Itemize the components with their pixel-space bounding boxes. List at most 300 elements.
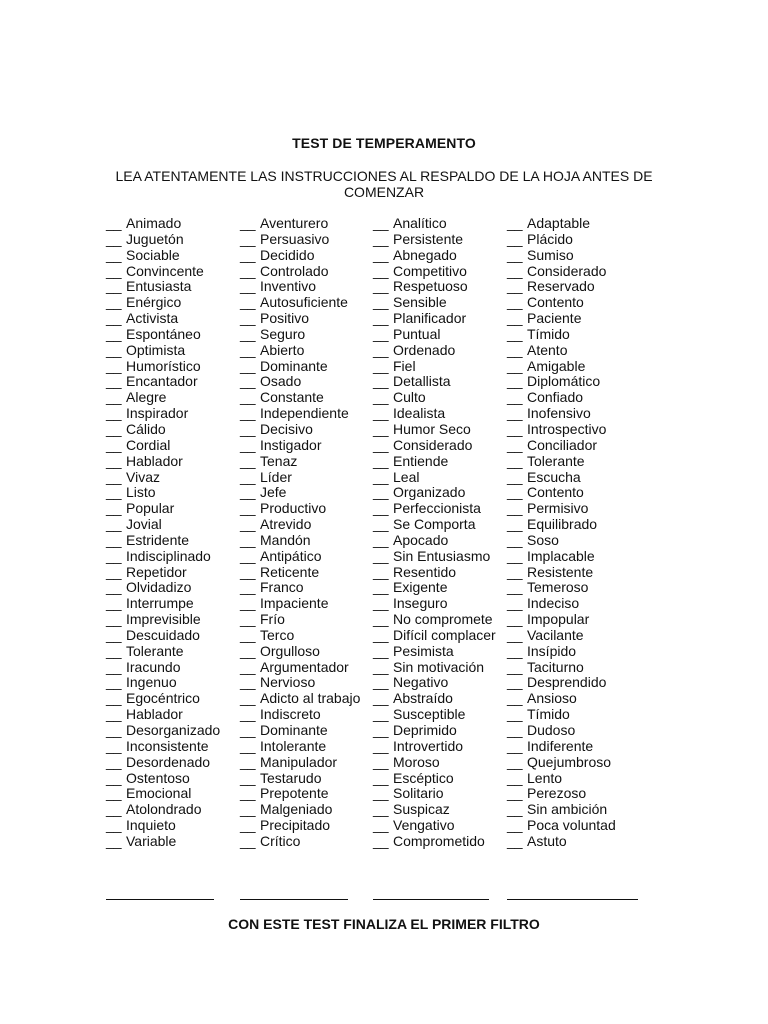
trait-label: Franco [260,579,304,596]
check-blank[interactable]: __ [373,579,389,596]
check-blank[interactable]: __ [373,262,389,279]
check-blank[interactable]: __ [373,246,389,263]
check-blank[interactable]: __ [106,642,122,659]
trait-item [507,802,616,818]
trait-label: Indisciplinado [126,547,211,564]
check-blank[interactable]: __ [373,690,389,707]
check-blank[interactable]: __ [373,611,389,628]
check-blank[interactable]: __ [240,579,256,596]
check-blank[interactable]: __ [507,262,523,279]
check-blank[interactable]: __ [507,658,523,675]
trait-label: Inofensivo [527,405,591,422]
trait-item [106,438,220,454]
trait-item [507,691,616,707]
check-blank[interactable]: __ [507,484,523,501]
check-blank[interactable]: __ [507,389,523,406]
check-blank[interactable]: __ [240,753,256,770]
trait-item [507,501,616,517]
trait-label: Nervioso [260,674,316,691]
check-blank[interactable]: __ [507,516,523,533]
check-blank[interactable]: __ [240,452,256,469]
trait-label: Temeroso [527,579,589,596]
trait-label: Osado [260,373,302,390]
check-blank[interactable]: __ [106,468,122,485]
trait-item [106,739,220,755]
trait-label: Hablador [126,706,183,723]
trait-label: Interrumpe [126,595,194,612]
check-blank[interactable]: __ [373,674,389,691]
trait-label: Optimista [126,341,186,358]
check-blank[interactable]: __ [373,452,389,469]
check-blank[interactable]: __ [373,357,389,374]
check-blank[interactable]: __ [373,801,389,818]
trait-label: Desordenado [126,753,211,770]
trait-item [373,771,496,787]
check-blank[interactable]: __ [106,325,122,342]
trait-item [373,533,496,549]
check-blank[interactable]: __ [240,215,256,231]
check-blank[interactable]: __ [373,468,389,485]
check-blank[interactable]: __ [240,817,256,834]
check-blank[interactable]: __ [507,341,523,358]
check-blank[interactable]: __ [106,278,122,295]
check-blank[interactable]: __ [240,706,256,723]
check-blank[interactable]: __ [240,563,256,580]
check-blank[interactable]: __ [106,547,122,564]
check-blank[interactable]: __ [373,294,389,311]
trait-item [507,517,616,533]
trait-item [106,343,220,359]
trait-label: Espontáneo [126,325,201,342]
trait-label: Líder [260,468,292,485]
trait-item [373,406,496,422]
score-line-1[interactable] [106,899,214,900]
check-blank[interactable]: __ [507,215,523,231]
check-blank[interactable]: __ [373,832,389,849]
check-blank[interactable]: __ [373,484,389,501]
check-blank[interactable]: __ [106,753,122,770]
trait-label: Testarudo [260,769,322,786]
trait-label: Paciente [527,310,582,327]
check-blank[interactable]: __ [106,611,122,628]
check-blank[interactable]: __ [240,357,256,374]
trait-label: Animado [126,215,182,231]
check-blank[interactable]: __ [373,753,389,770]
trait-item [507,834,616,850]
check-blank[interactable]: __ [373,278,389,295]
trait-item [240,422,360,438]
check-blank[interactable]: __ [373,642,389,659]
trait-label: Organizado [393,484,466,501]
trait-label: Tímido [527,706,570,723]
check-blank[interactable]: __ [240,547,256,564]
trait-item [507,216,616,232]
check-blank[interactable]: __ [106,420,122,437]
footer-note: CON ESTE TEST FINALIZA EL PRIMER FILTRO [228,916,540,932]
trait-item [373,802,496,818]
check-blank[interactable]: __ [240,642,256,659]
check-blank[interactable]: __ [106,674,122,691]
trait-item [106,818,220,834]
trait-item [373,343,496,359]
check-blank[interactable]: __ [240,373,256,390]
check-blank[interactable]: __ [507,674,523,691]
check-blank[interactable]: __ [373,547,389,564]
trait-item [106,485,220,501]
check-blank[interactable]: __ [106,500,122,517]
trait-item [240,374,360,390]
trait-item [507,311,616,327]
trait-item [106,295,220,311]
check-blank[interactable]: __ [106,563,122,580]
check-blank[interactable]: __ [373,215,389,231]
check-blank[interactable]: __ [106,215,122,231]
trait-label: Jovial [126,516,162,533]
check-blank[interactable]: __ [106,579,122,596]
check-blank[interactable]: __ [507,801,523,818]
check-blank[interactable]: __ [240,801,256,818]
check-blank[interactable]: __ [240,420,256,437]
check-blank[interactable]: __ [373,563,389,580]
trait-label: Dominante [260,722,328,738]
check-blank[interactable]: __ [507,579,523,596]
trait-label: Respetuoso [393,278,468,295]
check-blank[interactable]: __ [373,785,389,802]
check-blank[interactable]: __ [240,405,256,422]
trait-item [507,485,616,501]
trait-label: Decidido [260,246,315,263]
check-blank[interactable]: __ [240,389,256,406]
trait-label: Inseguro [393,595,448,612]
check-blank[interactable]: __ [106,310,122,327]
trait-item [507,675,616,691]
trait-item [507,390,616,406]
trait-item [507,644,616,660]
check-blank[interactable]: __ [373,405,389,422]
trait-label: Conciliador [527,436,598,453]
trait-item [106,454,220,470]
trait-item [507,406,616,422]
check-blank[interactable]: __ [106,357,122,374]
check-blank[interactable]: __ [106,516,122,533]
check-blank[interactable]: __ [373,706,389,723]
instructions-text: LEA ATENTAMENTE LAS INSTRUCCIONES AL RESPALDO DE LA HOJA ANTES DE COMENZAR [115,168,653,200]
check-blank[interactable]: __ [507,737,523,754]
trait-label: Argumentador [260,658,349,675]
trait-item [240,311,360,327]
check-blank[interactable]: __ [106,230,122,247]
check-blank[interactable]: __ [240,436,256,453]
check-blank[interactable]: __ [240,278,256,295]
trait-label: Introvertido [393,737,464,754]
trait-label: Decisivo [260,420,313,437]
trait-item [507,786,616,802]
trait-label: Reticente [260,563,320,580]
trait-label: Atolondrado [126,801,202,818]
trait-item [507,438,616,454]
trait-label: Impopular [527,611,590,628]
trait-label: Orgulloso [260,642,320,659]
trait-item [373,691,496,707]
check-blank[interactable]: __ [373,737,389,754]
trait-item [507,818,616,834]
trait-item [373,438,496,454]
trait-label: Perezoso [527,785,587,802]
trait-item [240,612,360,628]
check-blank[interactable]: __ [240,785,256,802]
check-blank[interactable]: __ [106,722,122,738]
check-blank[interactable]: __ [240,262,256,279]
check-blank[interactable]: __ [507,595,523,612]
check-blank[interactable]: __ [106,832,122,849]
check-blank[interactable]: __ [373,516,389,533]
trait-label: Tenaz [260,452,298,469]
check-blank[interactable]: __ [240,246,256,263]
check-blank[interactable]: __ [106,690,122,707]
trait-item [373,707,496,723]
check-blank[interactable]: __ [373,817,389,834]
check-blank[interactable]: __ [106,595,122,612]
check-blank[interactable]: __ [373,373,389,390]
check-blank[interactable]: __ [507,468,523,485]
check-blank[interactable]: __ [240,516,256,533]
trait-item [240,723,360,739]
check-blank[interactable]: __ [373,230,389,247]
trait-label: Poca voluntad [527,817,616,834]
check-blank[interactable]: __ [507,294,523,311]
trait-label: Olvidadizo [126,579,192,596]
check-blank[interactable]: __ [373,531,389,548]
trait-label: Contento [527,294,584,311]
trait-label: Autosuficiente [260,294,348,311]
check-blank[interactable]: __ [507,278,523,295]
check-blank[interactable]: __ [106,737,122,754]
check-blank[interactable]: __ [507,753,523,770]
check-blank[interactable]: __ [240,500,256,517]
check-blank[interactable]: __ [373,769,389,786]
trait-label: Independiente [260,405,349,422]
trait-item [106,802,220,818]
trait-label: Dominante [260,357,328,374]
trait-label: Equilibrado [527,516,598,533]
trait-label: Listo [126,484,156,501]
trait-label: Fiel [393,357,416,374]
trait-item [106,406,220,422]
trait-item [106,644,220,660]
check-blank[interactable]: __ [507,690,523,707]
trait-label: Amigable [527,357,586,374]
trait-item [240,660,360,676]
check-blank[interactable]: __ [507,785,523,802]
check-blank[interactable]: __ [507,817,523,834]
check-blank[interactable]: __ [240,484,256,501]
check-blank[interactable]: __ [373,595,389,612]
trait-item [507,549,616,565]
trait-label: Juguetón [126,230,184,247]
trait-item [373,834,496,850]
check-blank[interactable]: __ [240,769,256,786]
check-blank[interactable]: __ [106,531,122,548]
check-blank[interactable]: __ [373,436,389,453]
check-blank[interactable]: __ [507,563,523,580]
trait-column-3 [373,216,496,850]
trait-label: Considerado [393,436,473,453]
check-blank[interactable]: __ [106,341,122,358]
score-line-4[interactable] [507,899,638,900]
check-blank[interactable]: __ [240,468,256,485]
page-title: TEST DE TEMPERAMENTO [292,135,476,151]
trait-label: Idealista [393,405,446,422]
trait-item [106,264,220,280]
check-blank[interactable]: __ [240,690,256,707]
check-blank[interactable]: __ [240,230,256,247]
check-blank[interactable]: __ [373,389,389,406]
trait-label: Susceptible [393,706,466,723]
check-blank[interactable]: __ [507,832,523,849]
check-blank[interactable]: __ [106,817,122,834]
trait-label: Atrevido [260,516,312,533]
trait-label: Taciturno [527,658,584,675]
check-blank[interactable]: __ [373,310,389,327]
trait-item [507,612,616,628]
check-blank[interactable]: __ [373,626,389,643]
trait-item [106,501,220,517]
trait-label: Competitivo [393,262,467,279]
trait-label: Quejumbroso [527,753,612,770]
check-blank[interactable]: __ [106,658,122,675]
check-blank[interactable]: __ [106,626,122,643]
trait-item [373,470,496,486]
trait-item [507,739,616,755]
trait-label: Inconsistente [126,737,209,754]
trait-label: Imprevisible [126,611,201,628]
check-blank[interactable]: __ [240,722,256,738]
check-blank[interactable]: __ [507,769,523,786]
trait-item [373,422,496,438]
trait-item [106,533,220,549]
check-blank[interactable]: __ [240,595,256,612]
check-blank[interactable]: __ [373,658,389,675]
check-blank[interactable]: __ [106,373,122,390]
trait-label: Vivaz [126,468,160,485]
check-blank[interactable]: __ [507,357,523,374]
check-blank[interactable]: __ [507,611,523,628]
check-blank[interactable]: __ [106,769,122,786]
check-blank[interactable]: __ [507,642,523,659]
trait-item [240,390,360,406]
trait-label: Suspicaz [393,801,450,818]
check-blank[interactable]: __ [106,785,122,802]
check-blank[interactable]: __ [106,246,122,263]
trait-item [240,802,360,818]
check-blank[interactable]: __ [507,531,523,548]
check-blank[interactable]: __ [507,405,523,422]
trait-item [373,517,496,533]
trait-item [240,485,360,501]
check-blank[interactable]: __ [106,484,122,501]
score-line-3[interactable] [373,899,489,900]
trait-label: Analítico [393,215,447,231]
check-blank[interactable]: __ [507,626,523,643]
trait-label: Planificador [393,310,467,327]
trait-item [240,438,360,454]
trait-item [106,755,220,771]
trait-item [373,279,496,295]
check-blank[interactable]: __ [507,706,523,723]
trait-label: Moroso [393,753,440,770]
check-blank[interactable]: __ [240,626,256,643]
trait-item [240,675,360,691]
trait-label: Mandón [260,531,311,548]
trait-item [373,565,496,581]
check-blank[interactable]: __ [240,674,256,691]
check-blank[interactable]: __ [240,325,256,342]
check-blank[interactable]: __ [507,373,523,390]
check-blank[interactable]: __ [373,722,389,738]
check-blank[interactable]: __ [106,452,122,469]
trait-item [240,327,360,343]
check-blank[interactable]: __ [106,262,122,279]
check-blank[interactable]: __ [240,310,256,327]
trait-label: Convincente [126,262,204,279]
trait-item [240,707,360,723]
check-blank[interactable]: __ [106,294,122,311]
trait-label: Crítico [260,832,301,849]
check-blank[interactable]: __ [507,230,523,247]
check-blank[interactable]: __ [106,389,122,406]
trait-item [106,580,220,596]
trait-item [507,470,616,486]
check-blank[interactable]: __ [240,611,256,628]
check-blank[interactable]: __ [373,500,389,517]
check-blank[interactable]: __ [507,722,523,738]
check-blank[interactable]: __ [373,420,389,437]
trait-label: Entiende [393,452,449,469]
trait-item [507,533,616,549]
trait-item [507,580,616,596]
check-blank[interactable]: __ [240,531,256,548]
check-blank[interactable]: __ [240,294,256,311]
trait-item [373,232,496,248]
check-blank[interactable]: __ [507,436,523,453]
trait-label: Encantador [126,373,198,390]
check-blank[interactable]: __ [106,405,122,422]
check-blank[interactable]: __ [240,341,256,358]
trait-label: Jefe [260,484,287,501]
score-line-2[interactable] [240,899,348,900]
check-blank[interactable]: __ [507,452,523,469]
check-blank[interactable]: __ [507,325,523,342]
trait-label: Leal [393,468,420,485]
check-blank[interactable]: __ [507,420,523,437]
check-blank[interactable]: __ [507,500,523,517]
check-blank[interactable]: __ [373,325,389,342]
check-blank[interactable]: __ [373,341,389,358]
check-blank[interactable]: __ [240,658,256,675]
check-blank[interactable]: __ [106,706,122,723]
check-blank[interactable]: __ [106,436,122,453]
check-blank[interactable]: __ [507,246,523,263]
trait-item [373,818,496,834]
trait-item [507,771,616,787]
check-blank[interactable]: __ [507,547,523,564]
trait-label: Plácido [527,230,573,247]
check-blank[interactable]: __ [240,737,256,754]
check-blank[interactable]: __ [507,310,523,327]
check-blank[interactable]: __ [240,832,256,849]
trait-label: Entusiasta [126,278,192,295]
check-blank[interactable]: __ [106,801,122,818]
